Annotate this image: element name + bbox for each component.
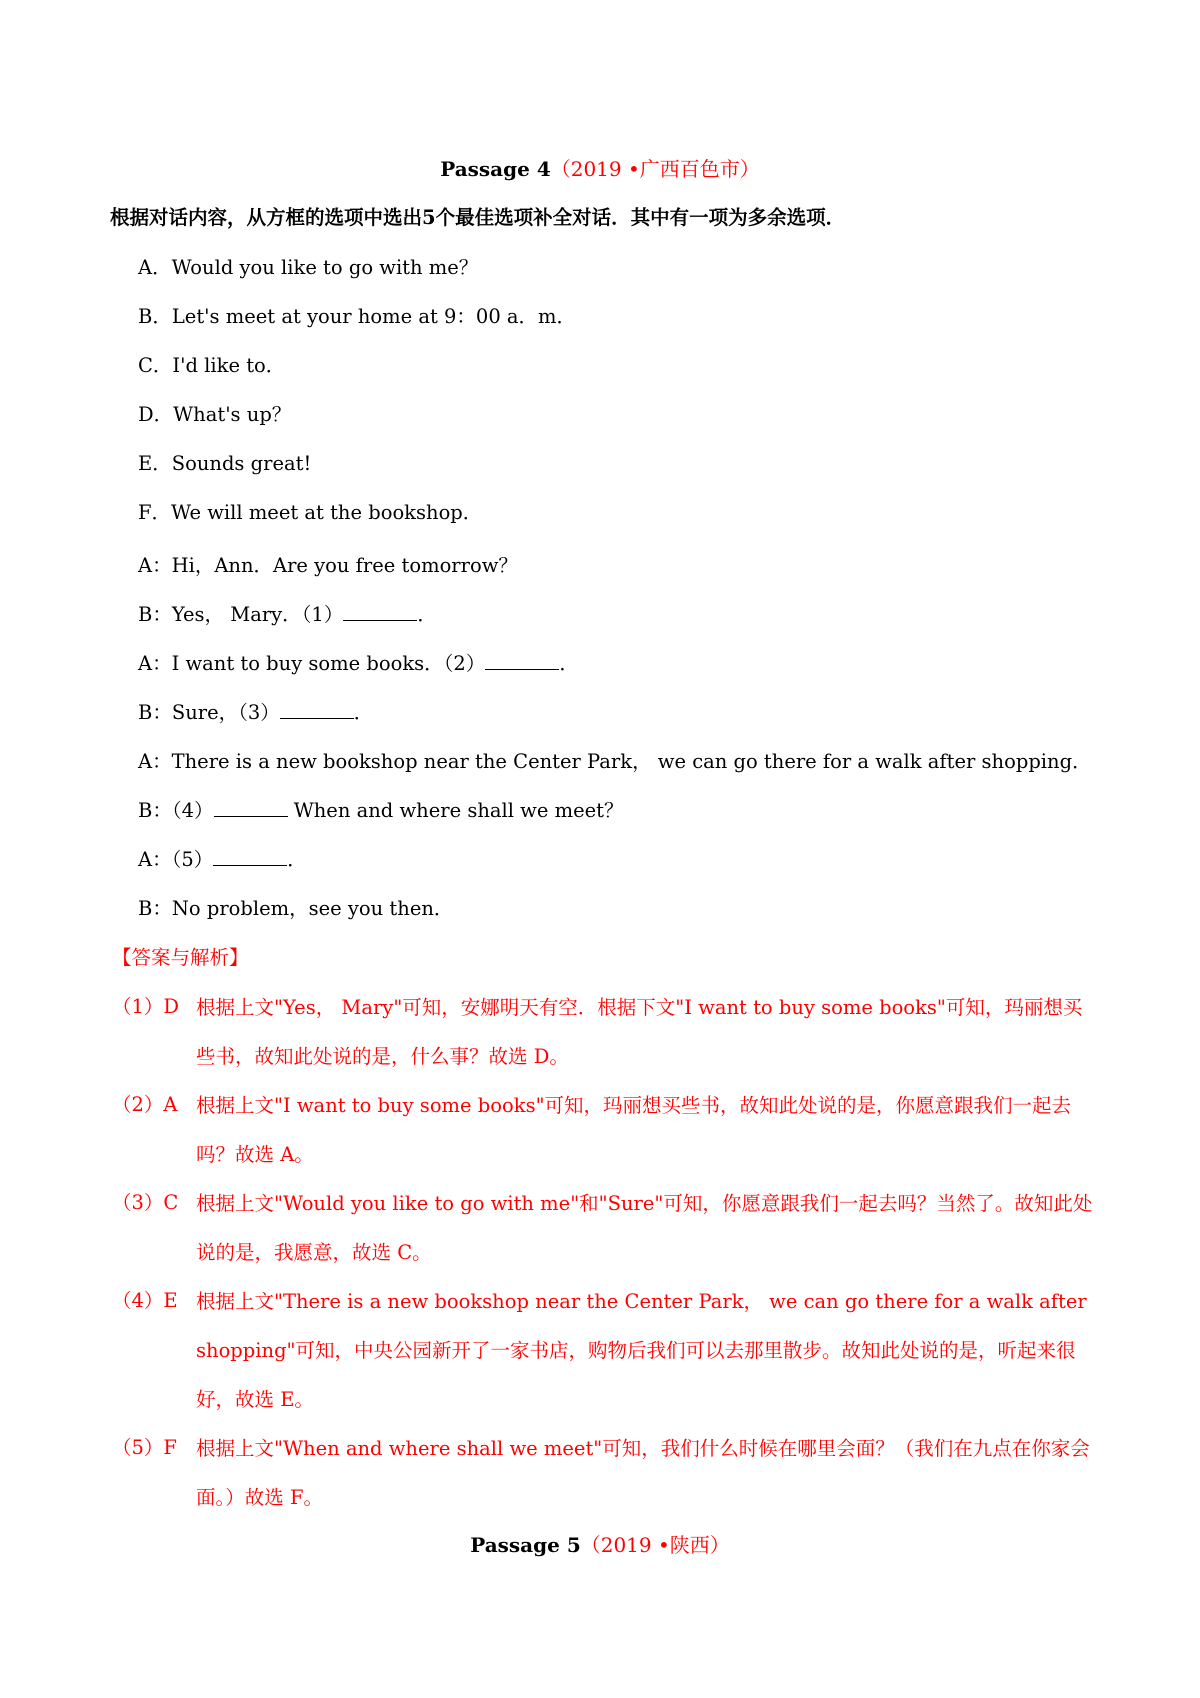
dialogue-text: A：There is a new bookshop near the Center Park， we can go there for a walk after shopping． — [138, 750, 1092, 773]
dialogue-line-1 — [138, 553, 518, 579]
dialogue-line-4 — [138, 700, 373, 726]
option-b: B．Let's meet at your home at 9：00 a．m． — [138, 305, 577, 328]
answer-explanation: 根据上文"When and where shall we meet"可知，我们什么时候在哪里会面？（我们在九点在你家会面。）故选 F。 — [196, 1437, 1090, 1509]
answer-blank[interactable] — [485, 651, 559, 670]
answer-blank[interactable] — [214, 798, 288, 817]
answer-explanation: 根据上文"Yes， Mary"可知，安娜明天有空．根据下文"I want to buy some books"可知，玛丽想买些书，故知此处说的是，什么事？故选 D。 — [196, 996, 1083, 1068]
dialogue-text: ． — [353, 701, 374, 724]
answer-number: （1）D — [112, 995, 180, 1018]
option-d: D．What's up？ — [138, 403, 292, 426]
answer-item-3 — [0, 1190, 1200, 1282]
answer-number: （5）F — [112, 1436, 177, 1459]
answer-header: 【答案与解析】 — [112, 946, 249, 969]
passage-source: （2019 •广西百色市） — [550, 157, 760, 181]
answer-number: （4）E — [112, 1289, 178, 1312]
dialogue-line-2 — [138, 602, 437, 628]
answer-item-4 — [0, 1288, 1200, 1428]
dialogue-line-3 — [138, 651, 579, 677]
answer-blank[interactable] — [343, 602, 417, 621]
option-a: A．Would you like to go with me？ — [138, 256, 479, 279]
passage-source: （2019 •陕西） — [580, 1533, 730, 1557]
dialogue-text: A：I want to buy some books．（2） — [138, 652, 486, 675]
answer-blank[interactable] — [213, 847, 287, 866]
passage-label: Passage 5 — [470, 1533, 581, 1557]
passage-label: Passage 4 — [440, 157, 551, 181]
dialogue-text: ． — [559, 652, 579, 675]
dialogue-text: B：Sure，（3） — [138, 701, 280, 724]
answer-number: （2）A — [112, 1093, 178, 1116]
dialogue-text: B：Yes， Mary．（1） — [138, 603, 344, 626]
answer-blank[interactable] — [280, 700, 354, 719]
option-c: C．I'd like to． — [138, 354, 286, 377]
dialogue-text: A：Hi，Ann．Are you free tomorrow？ — [138, 554, 518, 577]
instruction: 根据对话内容，从方框的选项中选出5个最佳选项补全对话．其中有一项为多余选项． — [110, 206, 846, 229]
answer-number: （3）C — [112, 1191, 179, 1214]
option-f: F．We will meet at the bookshop． — [138, 501, 483, 524]
option-e: E．Sounds great! — [138, 452, 312, 475]
passage-5-title — [0, 1532, 1200, 1558]
dialogue-text: B：（4） — [138, 799, 214, 822]
dialogue-text: ． — [417, 603, 437, 626]
dialogue-line-6 — [138, 798, 624, 824]
answer-item-2 — [0, 1092, 1200, 1184]
dialogue-text: A：（5） — [138, 848, 214, 871]
dialogue-line-8 — [138, 896, 453, 922]
dialogue-text: B：No problem，see you then． — [138, 897, 454, 920]
answer-explanation: 根据上文"Would you like to go with me"和"Sure"可知，你愿意跟我们一起去吗？当然了。故知此处说的是，我愿意，故选 C。 — [196, 1192, 1093, 1264]
dialogue-text: When and where shall we meet？ — [287, 799, 624, 822]
passage-4-title — [0, 156, 1200, 182]
dialogue-line-7 — [138, 847, 307, 873]
dialogue-line-5 — [138, 749, 1092, 775]
answer-explanation: 根据上文"I want to buy some books"可知，玛丽想买些书，故知此处说的是，你愿意跟我们一起去吗？故选 A。 — [196, 1094, 1072, 1166]
answer-item-5 — [0, 1435, 1200, 1527]
answer-explanation: 根据上文"There is a new bookshop near the Center Park， we can go there for a walk after shopping"可知，中央公园新开了一家书店，购物后我们可以去那里散步。故知此处说的是，听起来很好，故选 E。 — [196, 1290, 1087, 1411]
answer-item-1 — [0, 994, 1200, 1086]
dialogue-text: ． — [287, 848, 307, 871]
